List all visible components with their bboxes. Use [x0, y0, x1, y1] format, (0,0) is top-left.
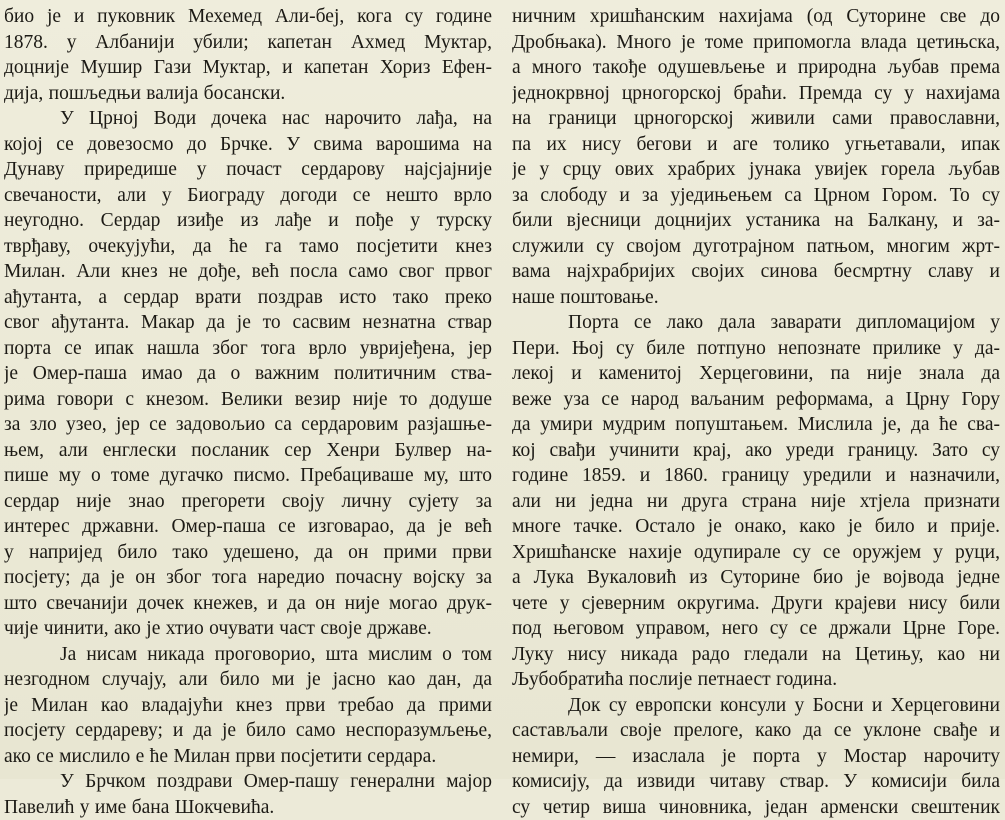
text-line: доцније Мушир Гази Муктар, и капетан Хориз Ефен- [4, 55, 492, 81]
text-line: под његовом управом, него су се држали Црне Горе. [512, 616, 1000, 642]
text-line: многе тачке. Остало је онако, како је било и прије. [512, 514, 1000, 540]
text-line: неугодно. Сердар изиђе из лађе и пође у турску [4, 208, 492, 234]
text-line: чете у сјеверним округима. Други крајеви нису били [512, 591, 1000, 617]
text-line: свечаности, али у Биограду догоди се нешто врло [4, 183, 492, 209]
text-line: комисију, да извиди читаву ствар. У комисији била [512, 769, 1000, 795]
text-line: Луку нису никада радо гледали на Цетињу, као ни [512, 642, 1000, 668]
text-line: Ја нисам никада проговорио, шта мислим о том [4, 642, 492, 668]
text-line: ађутанта, а сердар врати поздрав исто тако преко [4, 285, 492, 311]
text-line: Павелић у име бана Шокчевића. [4, 795, 492, 820]
text-line: ничним хришћанским нахијама (од Суторине све до [512, 4, 1000, 30]
text-line: немири, — изаслала је порта у Мостар нарочиту [512, 744, 1000, 770]
text-line: сердар није знао прегорети своју личну сујету за [4, 489, 492, 515]
text-line: Хришћанске нахије одупирале су се оружјем у руци, [512, 540, 1000, 566]
text-line: за слободу и за уједињењем са Црном Гором. То су [512, 183, 1000, 209]
text-line: Љубобратића послије петнаест година. [512, 667, 1000, 693]
text-line: пише му о томе дугачко писмо. Пребацивaше му, што [4, 463, 492, 489]
text-line: наше поштовање. [512, 285, 1000, 311]
right-text-column [512, 4, 1000, 820]
text-line: у напријед било тако удешено, да он прими први [4, 540, 492, 566]
left-text-column [4, 4, 492, 820]
text-line: порта се ипак нашла због тога врло увријеђена, јер [4, 336, 492, 362]
text-line: интерес државни. Омер-паша се изговарао, да је већ [4, 514, 492, 540]
text-line: да умири мудрим попуштањем. Мислила је, да ће сва- [512, 412, 1000, 438]
text-line: био је и пуковник Мехемед Али-беј, кога су године [4, 4, 492, 30]
text-line: свог ађутанта. Макар да је то сасвим незнатна ствар [4, 310, 492, 336]
text-line: били вјесници доцнијих устаника на Балкану, и за- [512, 208, 1000, 234]
text-line: је у срцу ових храбрих јунака увијек горела љубав [512, 157, 1000, 183]
text-line: али ни једна ни друга страна није хтјела признати [512, 489, 1000, 515]
text-line: Милан. Али кнез не дође, већ посла само свог првог [4, 259, 492, 285]
text-line: на граници црногорској живили сами православни, [512, 106, 1000, 132]
text-line: посјету; да је он због тога наредио почасну војску за [4, 565, 492, 591]
text-line: У Црној Води дочека нас нарочито лађа, на [4, 106, 492, 132]
text-line: веже уза се народ ваљаним реформама, а Црну Гору [512, 387, 1000, 413]
text-line: кој свађи учинити крај, ако уреди границу. Зато су [512, 438, 1000, 464]
text-line: што свечанији дочек кнежев, и да он није могао друк- [4, 591, 492, 617]
text-line: ако се мислило е ће Милан први посјетити сердара. [4, 744, 492, 770]
text-line: служили су својом дуготрајном патњом, многим жрт- [512, 234, 1000, 260]
text-line: године 1859. и 1860. границу уредили и назначили, [512, 463, 1000, 489]
text-line: је Омер-паша имао да о важним политичним ства- [4, 361, 492, 387]
text-line: лекој и каменитој Херцеговини, па није знала да [512, 361, 1000, 387]
text-line: је Милан као владајући кнез први требао да прими [4, 693, 492, 719]
text-line: једнокрвној црногорској браћи. Премда су у нахијама [512, 81, 1000, 107]
text-line: посјету сердареву; и да је било само неспоразумљење, [4, 718, 492, 744]
text-line: рима говори с кнезом. Велики везир није то додуше [4, 387, 492, 413]
text-line: вама најхрабријих својих синова бесмртну славу и [512, 259, 1000, 285]
text-line: Док су европски консули у Босни и Херцеговини [512, 693, 1000, 719]
text-line: којој се довезосмо до Брчке. У свима варошима на [4, 132, 492, 158]
text-line: Порта се лако дала заварати дипломацијом у [512, 310, 1000, 336]
text-line: незгодном случају, али било ми је јасно као дан, да [4, 667, 492, 693]
text-line: па их нису бегови и аге толико угњетавали, ипак [512, 132, 1000, 158]
text-line: за зло узео, јер се задовољио са сердаровим разјашње- [4, 412, 492, 438]
text-line: а Лука Вукаловић из Суторине био је војвода једне [512, 565, 1000, 591]
text-line: У Брчком поздрави Омер-пашу генерални мајор [4, 769, 492, 795]
text-line: тврђаву, очекујући, да ће га тамо посјетити кнез [4, 234, 492, 260]
text-line: Дробњака). Много је томе припомогла влада цетињска, [512, 30, 1000, 56]
text-line: састављали своје прелоге, како да се уклоне свађе и [512, 718, 1000, 744]
text-line: Дунаву приредише у почаст сердарову најсјајније [4, 157, 492, 183]
text-line: су четир виша чиновника, један арменски свештеник [512, 795, 1000, 820]
text-line: чије чинити, ако је хтио очувати част своје државе. [4, 616, 492, 642]
text-line: Пери. Њој су биле потпуно непознате прилике у да- [512, 336, 1000, 362]
text-line: 1878. у Албанији убили; капетан Ахмед Муктар, [4, 30, 492, 56]
text-line: њем, али енглески посланик сер Хенри Булвер на- [4, 438, 492, 464]
text-line: дија, пошљедњи валија босански. [4, 81, 492, 107]
text-line: а много такође одушевљење и природна љубав према [512, 55, 1000, 81]
